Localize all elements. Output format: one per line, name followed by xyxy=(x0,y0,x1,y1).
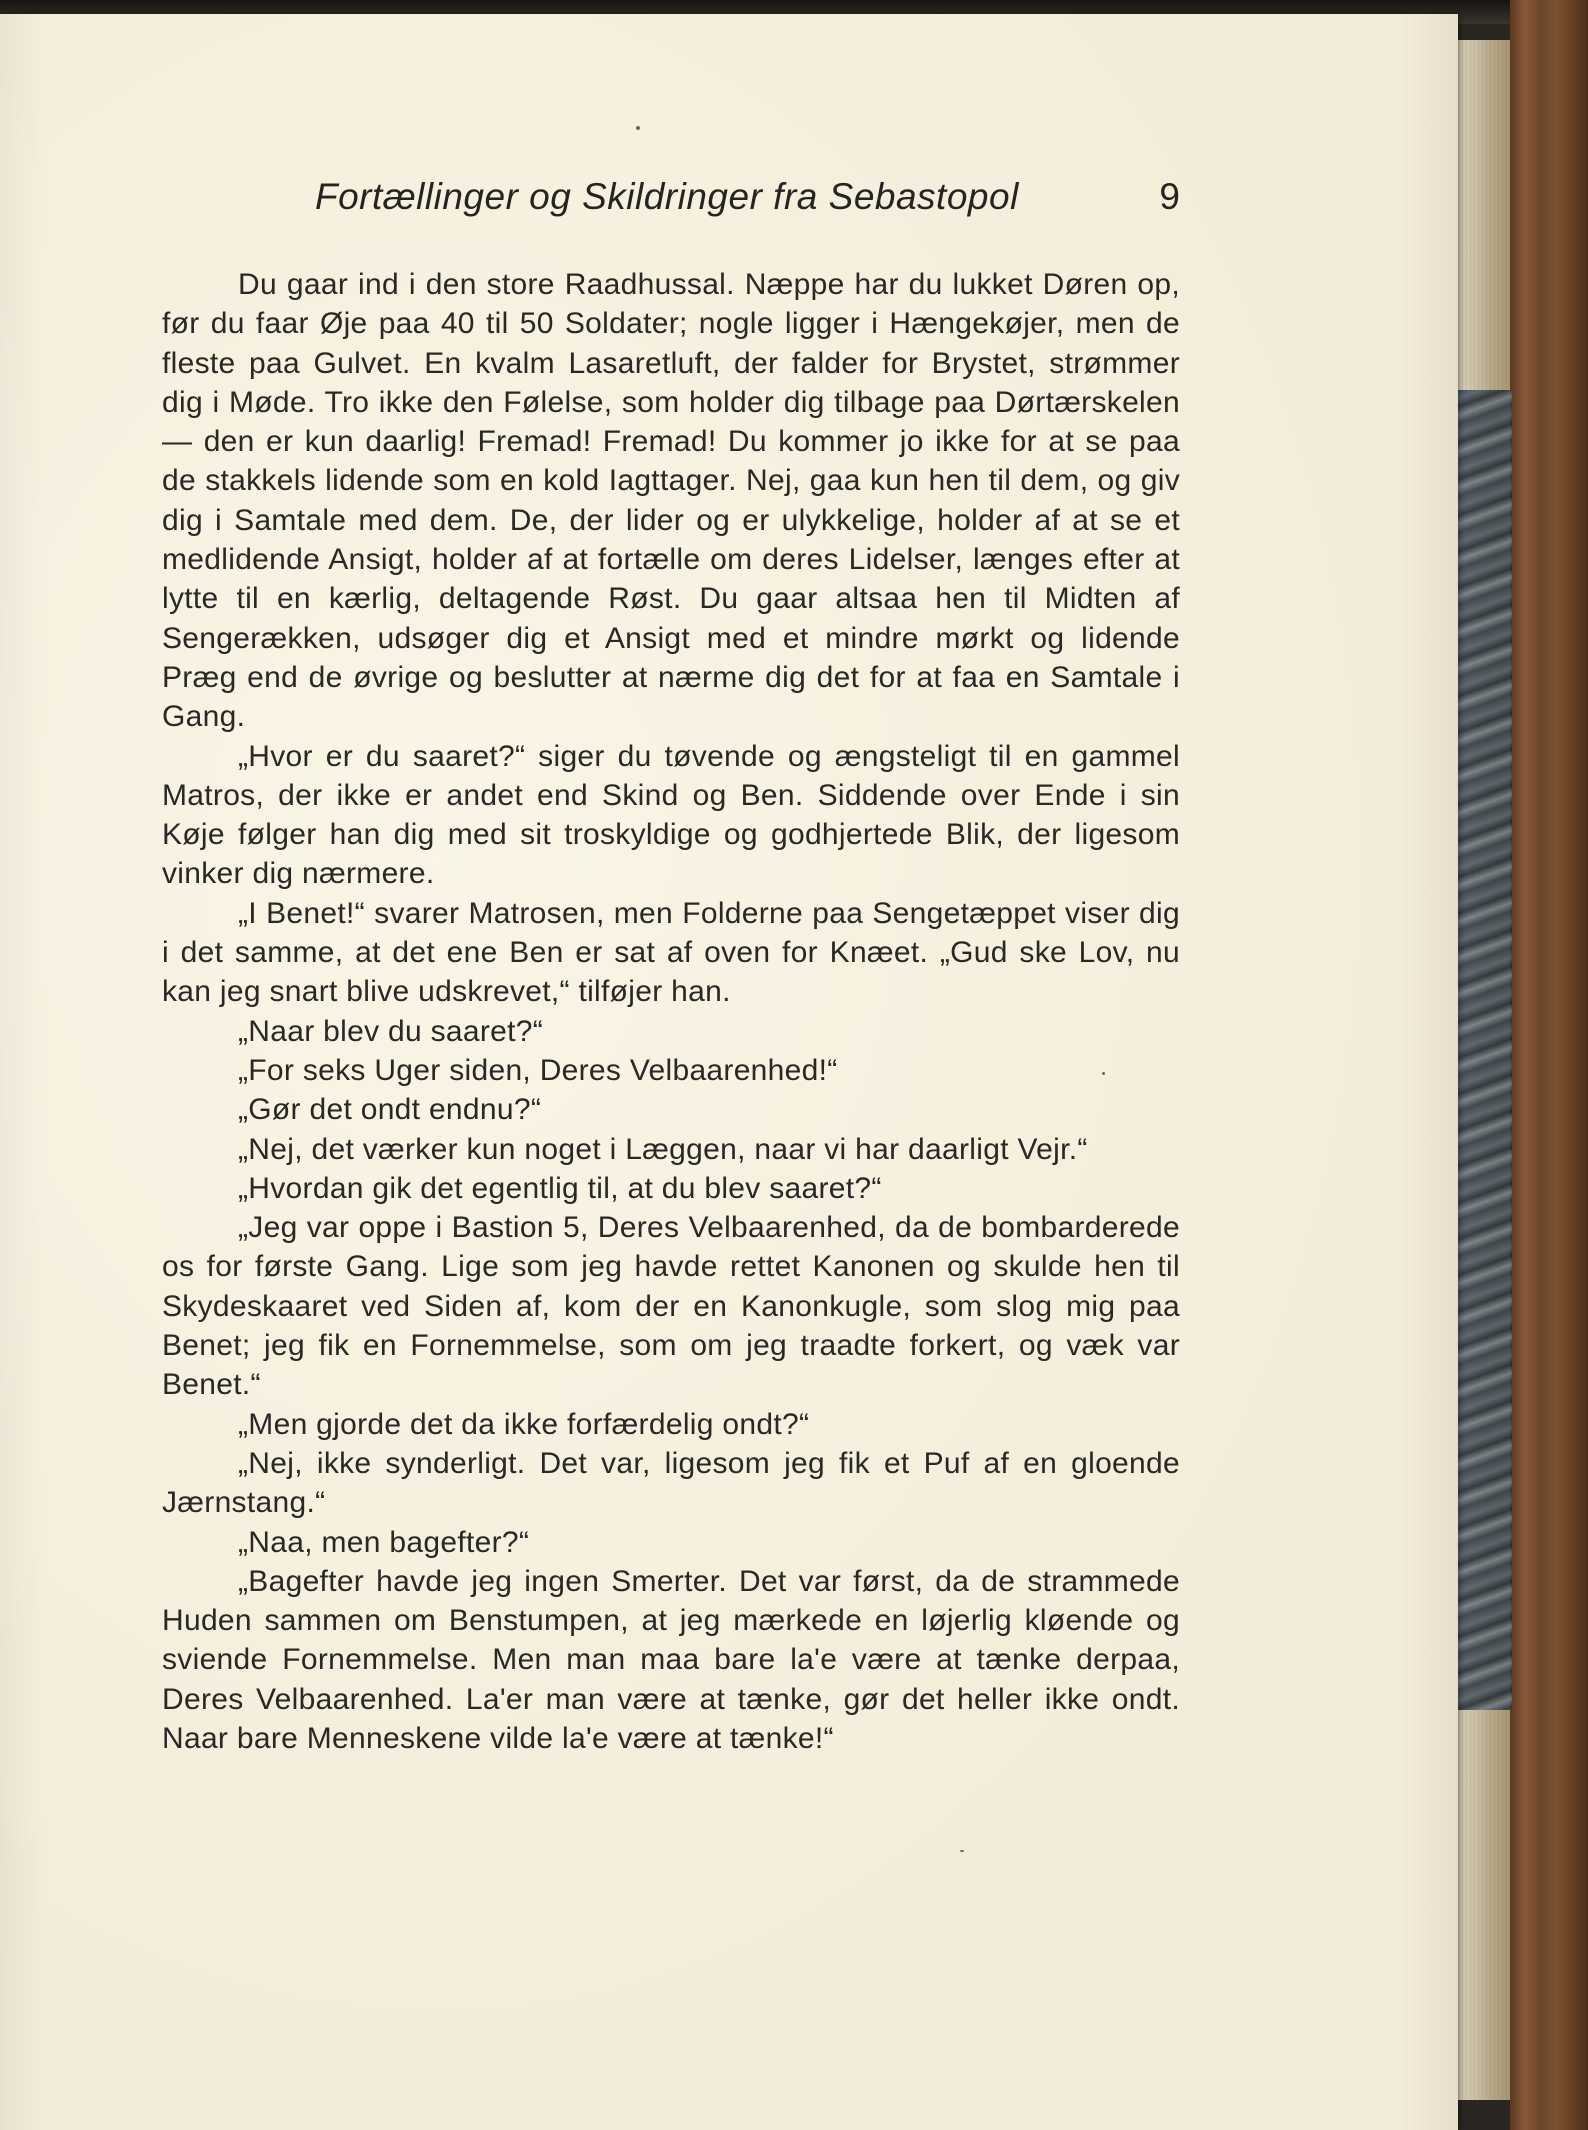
paragraph: „Hvordan gik det egentlig til, at du blev saaret?“ xyxy=(238,1171,882,1205)
paragraph: „Nej, ikke synderligt. Det var, ligesom jeg fik et Puf af en gloende Jærnstang.“ xyxy=(162,1446,1180,1520)
paragraph: „Nej, det værker kun noget i Læggen, naar vi har daarligt Vejr.“ xyxy=(238,1132,1088,1166)
paragraph: „Gør det ondt endnu?“ xyxy=(238,1093,542,1127)
paragraph: „Naa, men bagefter?“ xyxy=(238,1525,530,1559)
paragraph: „Hvor er du saaret?“ siger du tøvende og ængsteligt til en gammel Matros, der ikke er andet end Skind og Ben. Siddende over Ende i sin Køje følger han dig med sit troskyldige og godhjertede Blik, der ligesom vinker dig nærmere. xyxy=(162,739,1180,891)
paper-speck xyxy=(636,126,640,130)
marbled-endpaper xyxy=(1452,390,1512,1710)
paper-speck xyxy=(960,1850,964,1852)
running-title: Fortællinger og Skildringer fra Sebastopol xyxy=(315,176,1019,217)
running-head xyxy=(160,176,1180,226)
body-text xyxy=(162,265,1180,1758)
paragraph: Du gaar ind i den store Raadhussal. Næppe har du lukket Døren op, før du faar Øje paa 40 til 50 Soldater; nogle ligger i Hængekøjer, men de fleste paa Gulvet. En kvalm Lasaretluft, der falder for Brystet, strømmer dig i Møde. Tro ikke den Følelse, som holder dig tilbage paa Dørtærskelen — den er kun daarlig! Fremad! Fremad! Du kommer jo ikke for at se paa de stakkels lidende som en kold Iagttager. Nej, gaa kun hen til dem, og giv dig i Samtale med dem. De, der lider og er ulykkelige, holder af at se et medlidende Ansigt, holder af at fortælle om deres Lidelser, længes efter at lytte til en kærlig, deltagende Røst. Du gaar altsaa hen til Midten af Sengerækken, udsøger dig et Ansigt med et mindre mørkt og lidende Præg end de øvrige og beslutter at nærme dig det for at faa en Samtale i Gang. xyxy=(162,268,1180,734)
page-number: 9 xyxy=(1159,176,1180,217)
paragraph: „Men gjorde det da ikke forfærdelig ondt?“ xyxy=(238,1407,810,1441)
paragraph: „I Benet!“ svarer Matrosen, men Folderne paa Sengetæppet viser dig i det samme, at det ene Ben er sat af oven for Knæet. „Gud ske Lov, nu kan jeg snart blive udskrevet,“ tilføjer han. xyxy=(162,896,1180,1009)
paragraph: „Bagefter havde jeg ingen Smerter. Det var først, da de strammede Huden sammen om Benstumpen, at jeg mærkede en løjerlig kløende og sviende Fornemmelse. Men man maa bare la'e være at tænke derpaa, Deres Velbaarenhed. La'er man være at tænke, gør det heller ikke ondt. Naar bare Menneskene vilde la'e være at tænke!“ xyxy=(162,1564,1180,1755)
paragraph: „Naar blev du saaret?“ xyxy=(238,1014,544,1048)
book-binding xyxy=(1510,0,1588,2130)
paragraph: „Jeg var oppe i Bastion 5, Deres Velbaarenhed, da de bombarderede os for første Gang. Lige som jeg havde rettet Kanonen og skulde hen til Skydeskaaret ved Siden af, kom der en Kanonkugle, som slog mig paa Benet; jeg fik en Fornemmelse, som om jeg traadte forkert, og væk var Benet.“ xyxy=(162,1211,1180,1402)
paragraph: „For seks Uger siden, Deres Velbaarenhed!“ xyxy=(238,1053,838,1087)
